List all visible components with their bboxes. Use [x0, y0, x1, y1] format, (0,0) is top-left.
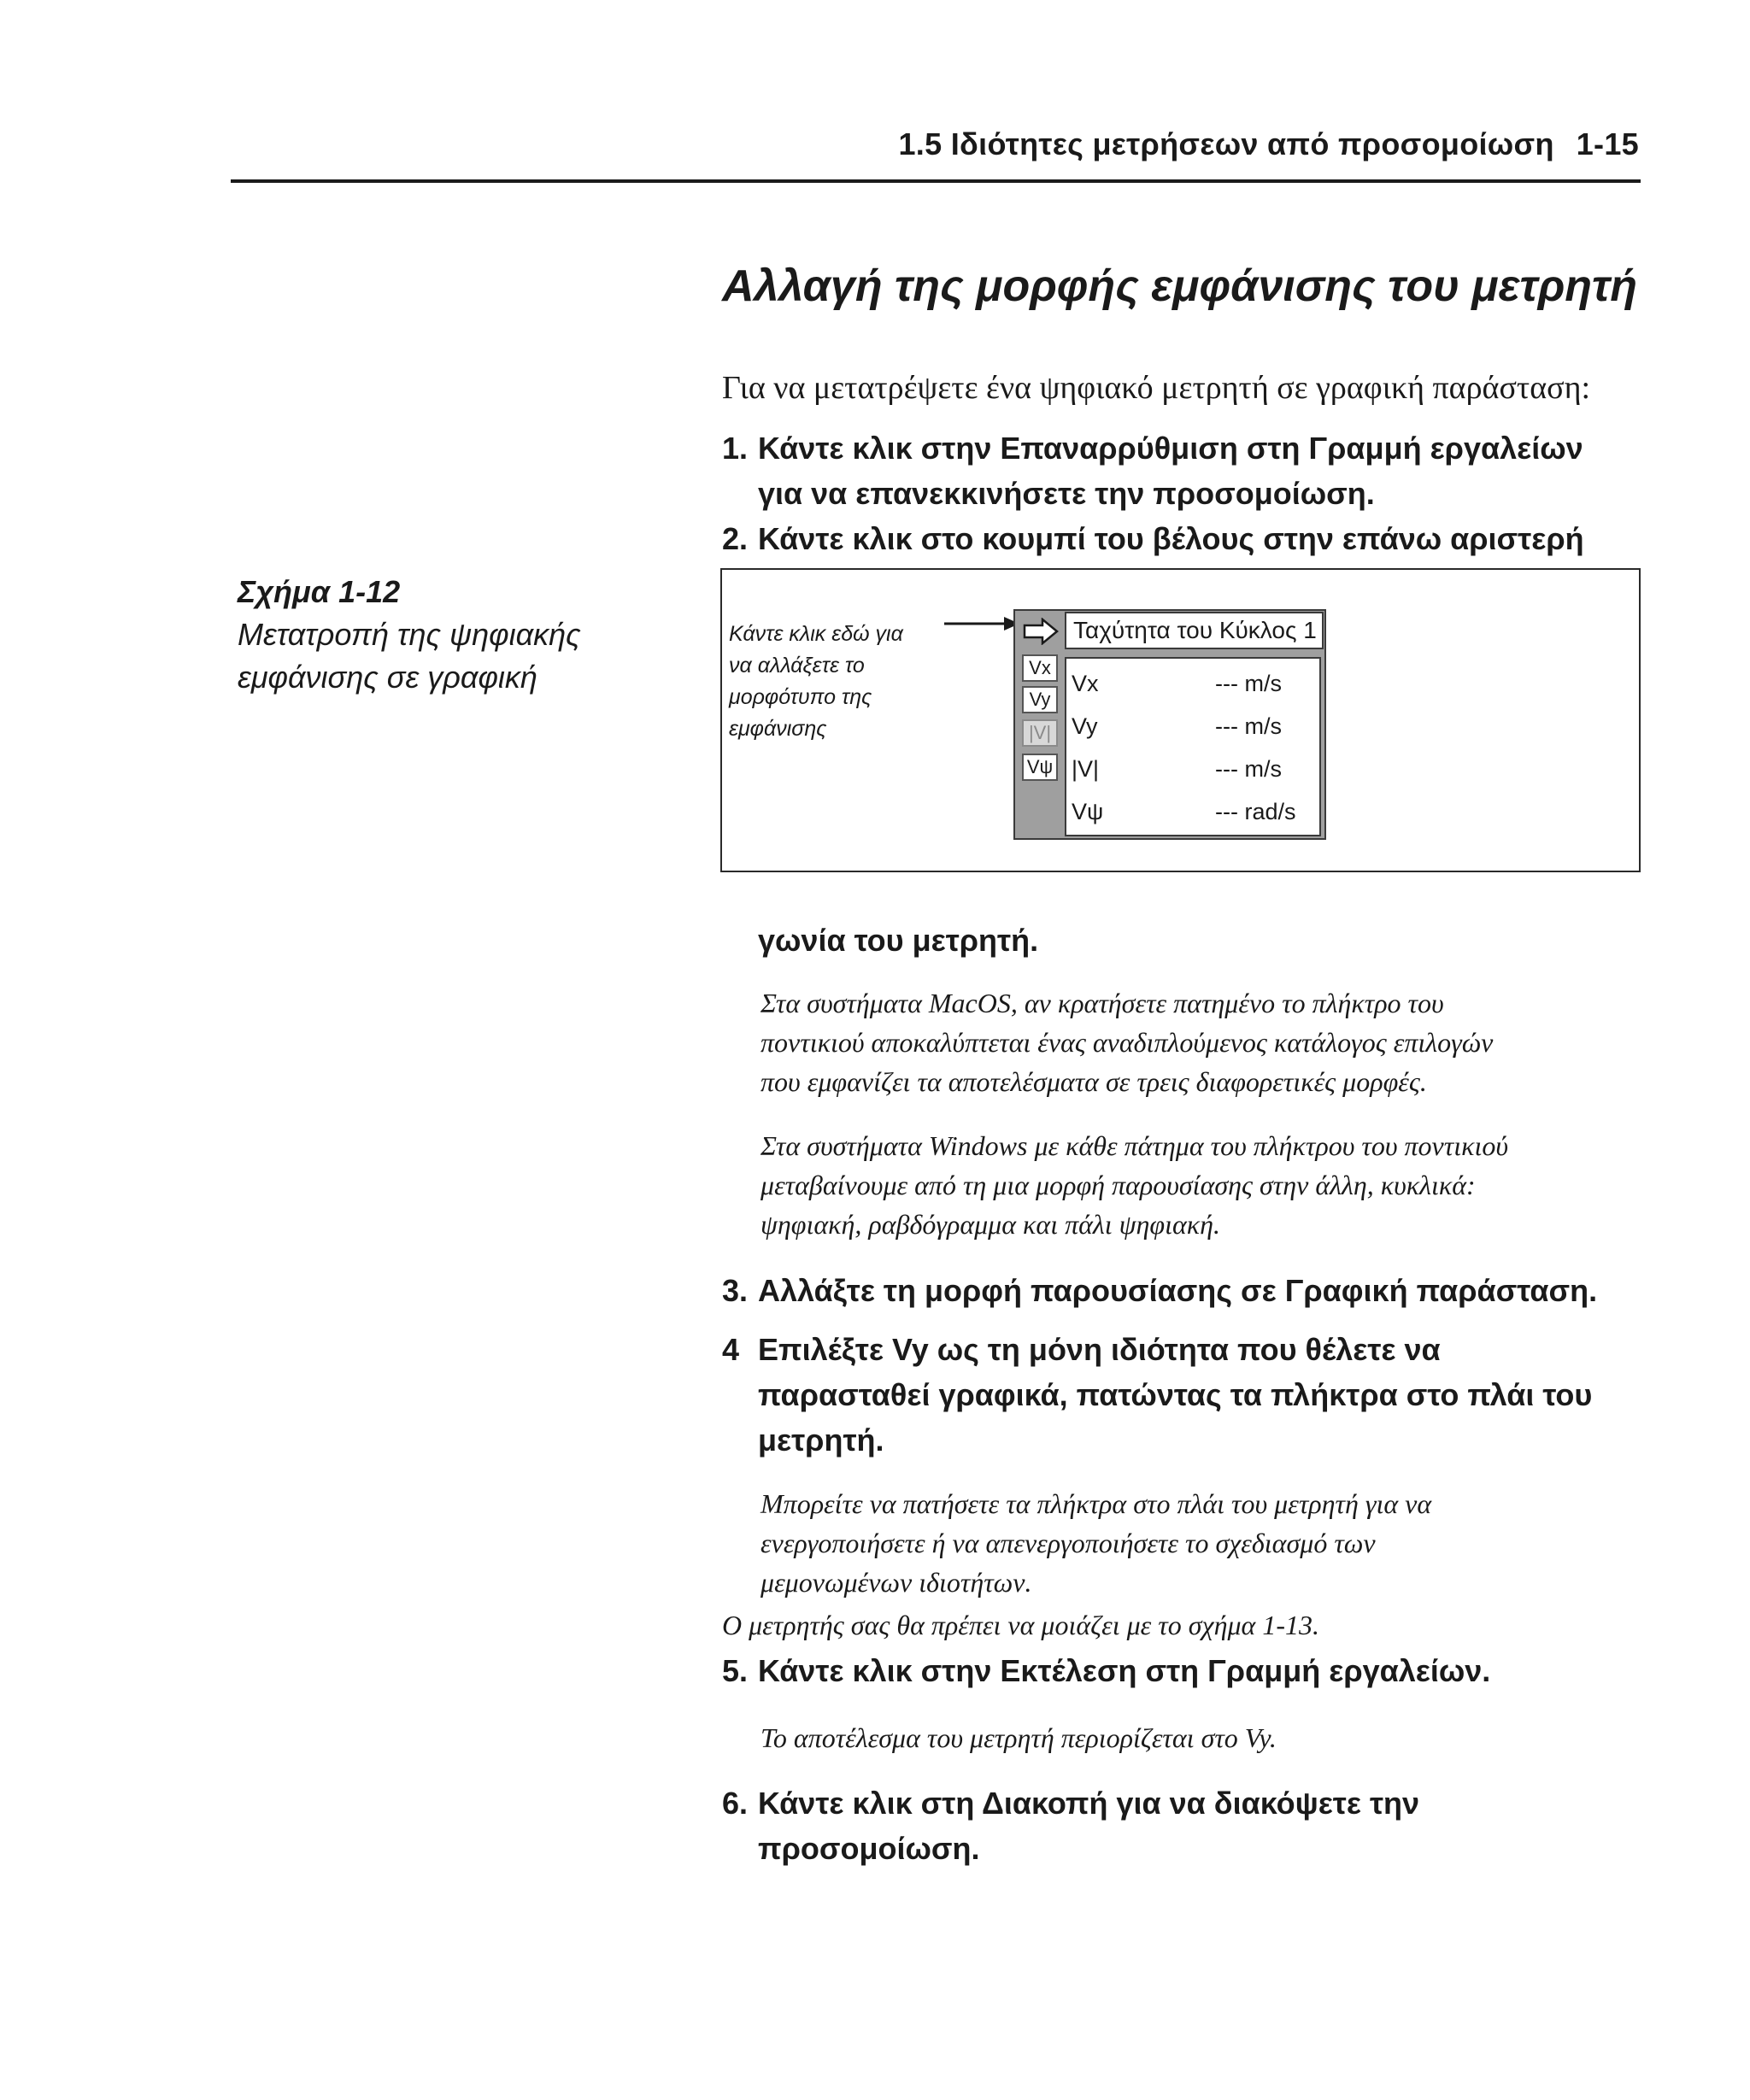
step-text: προσομοίωση. [758, 1831, 980, 1866]
step-text: Κάντε κλικ στην Επαναρρύθμιση στη Γραμμή εργαλείων [758, 431, 1583, 466]
note-meter-look: Ο μετρητής σας θα πρέπει να μοιάζει με το σχήμα 1-13. [722, 1610, 1319, 1640]
meter-row-value: --- m/s [1215, 713, 1282, 739]
step-number: 1. [722, 431, 749, 466]
step-text: για να επανεκκινήσετε την προσομοίωση. [758, 476, 1375, 511]
note-macos [760, 983, 1493, 1101]
step-text: Κάντε κλικ στην Εκτέλεση στη Γραμμή εργαλείων. [758, 1653, 1491, 1688]
note-line: ενεργοποιήσετε ή να απενεργοποιήσετε το σχεδιασμό των [760, 1528, 1376, 1558]
meter-row-name: |V| [1072, 756, 1100, 782]
figure-caption-line: Μετατροπή της ψηφιακής [238, 617, 581, 652]
toggle-vpsi-button[interactable]: Vψ [1022, 754, 1058, 781]
note-line: Στα συστήματα MacOS, αν κρατήσετε πατημένο το πλήκτρο του [760, 988, 1444, 1018]
note-line: μεταβαίνουμε από τη μια μορφή παρουσίασης στην άλλη, κυκλικά: [760, 1170, 1476, 1200]
note-line: ψηφιακή, ραβδόγραμμα και πάλι ψηφιακή. [760, 1209, 1221, 1240]
step-number: 4 [722, 1332, 740, 1367]
meter-row-value: --- m/s [1215, 756, 1282, 782]
note-windows [760, 1126, 1508, 1244]
callout-arrow-icon [944, 615, 1021, 632]
step-2 [722, 516, 1584, 561]
meter-title: Ταχύτητα του Κύκλος 1 [1065, 612, 1324, 649]
header-section-title: 1.5 Ιδιότητες μετρήσεων από προσομοίωση [898, 126, 1554, 161]
step-3 [722, 1268, 1597, 1313]
meter-row-value: --- rad/s [1215, 799, 1296, 824]
running-header [898, 126, 1639, 162]
step-text: Αλλάξτε τη μορφή παρουσίασης σε Γραφική παράσταση. [758, 1273, 1598, 1308]
meter-row-name: Vx [1072, 671, 1099, 696]
toggle-vy-button[interactable]: Vy [1022, 686, 1058, 713]
figure-hint-line: μορφότυπο της [729, 685, 872, 709]
meter-row-value: --- m/s [1215, 671, 1282, 696]
meter-row-v-magnitude [1072, 754, 1319, 784]
note-line: μεμονωμένων ιδιοτήτων. [760, 1567, 1032, 1598]
toggle-vx-button[interactable]: Vx [1022, 654, 1058, 682]
step-number: 5. [722, 1653, 749, 1688]
note-toggle-buttons [760, 1484, 1431, 1602]
meter-row-vpsi [1072, 796, 1319, 827]
step-number: 6. [722, 1786, 749, 1821]
step-6 [722, 1780, 1419, 1871]
meter-row-name: Vy [1072, 713, 1098, 739]
header-rule [231, 179, 1641, 183]
figure-caption-line: εμφάνισης σε γραφική [238, 660, 537, 695]
step-text: γωνία του μετρητή. [758, 923, 1039, 958]
note-result: Το αποτέλεσμα του μετρητή περιορίζεται στο Vy. [760, 1722, 1277, 1753]
meter-row-name: Vψ [1072, 799, 1104, 824]
intro-paragraph: Για να μετατρέψετε ένα ψηφιακό μετρητή σε γραφική παράσταση: [722, 370, 1591, 406]
step-text: Κάντε κλικ στη Διακοπή για να διακόψετε την [758, 1786, 1420, 1821]
step-1 [722, 425, 1583, 516]
step-2-continued [722, 918, 1038, 963]
figure-caption [238, 571, 581, 699]
step-number: 3. [722, 1273, 749, 1308]
step-text: παρασταθεί γραφικά, πατώντας τα πλήκτρα στο πλάι του [758, 1377, 1593, 1412]
note-line: ποντικιού αποκαλύπτεται ένας αναδιπλούμενος κατάλογος επιλογών [760, 1027, 1494, 1058]
meter-row-vx [1072, 668, 1319, 699]
figure-label: Σχήμα 1-12 [238, 574, 401, 609]
meter-format-button[interactable] [1019, 613, 1063, 649]
note-line: Στα συστήματα Windows με κάθε πάτημα του πλήκτρου του ποντικιού [760, 1130, 1509, 1161]
toggle-v-magnitude-button[interactable]: |V| [1022, 719, 1058, 747]
step-4 [722, 1327, 1592, 1463]
note-line: Μπορείτε να πατήσετε τα πλήκτρα στο πλάι του μετρητή για να [760, 1488, 1432, 1519]
figure-hint-line: εμφάνισης [729, 717, 827, 741]
figure-hint [729, 619, 903, 745]
meter-row-vy [1072, 711, 1319, 742]
step-number: 2. [722, 521, 749, 556]
page-number: 1-15 [1576, 126, 1639, 161]
figure-hint-line: Κάντε κλικ εδώ για [729, 622, 903, 646]
step-5 [722, 1648, 1490, 1693]
right-arrow-icon [1022, 618, 1060, 645]
step-text: μετρητή. [758, 1422, 884, 1458]
note-line: που εμφανίζει τα αποτελέσματα σε τρεις διαφορετικές μορφές. [760, 1066, 1427, 1097]
step-text: Επιλέξτε Vy ως τη μόνη ιδιότητα που θέλετε να [758, 1332, 1441, 1367]
figure-hint-line: να αλλάξετε το [729, 654, 865, 678]
step-text: Κάντε κλικ στο κουμπί του βέλους στην επάνω αριστερή [758, 521, 1584, 556]
section-title: Αλλαγή της μορφής εμφάνισης του μετρητή [722, 261, 1638, 311]
